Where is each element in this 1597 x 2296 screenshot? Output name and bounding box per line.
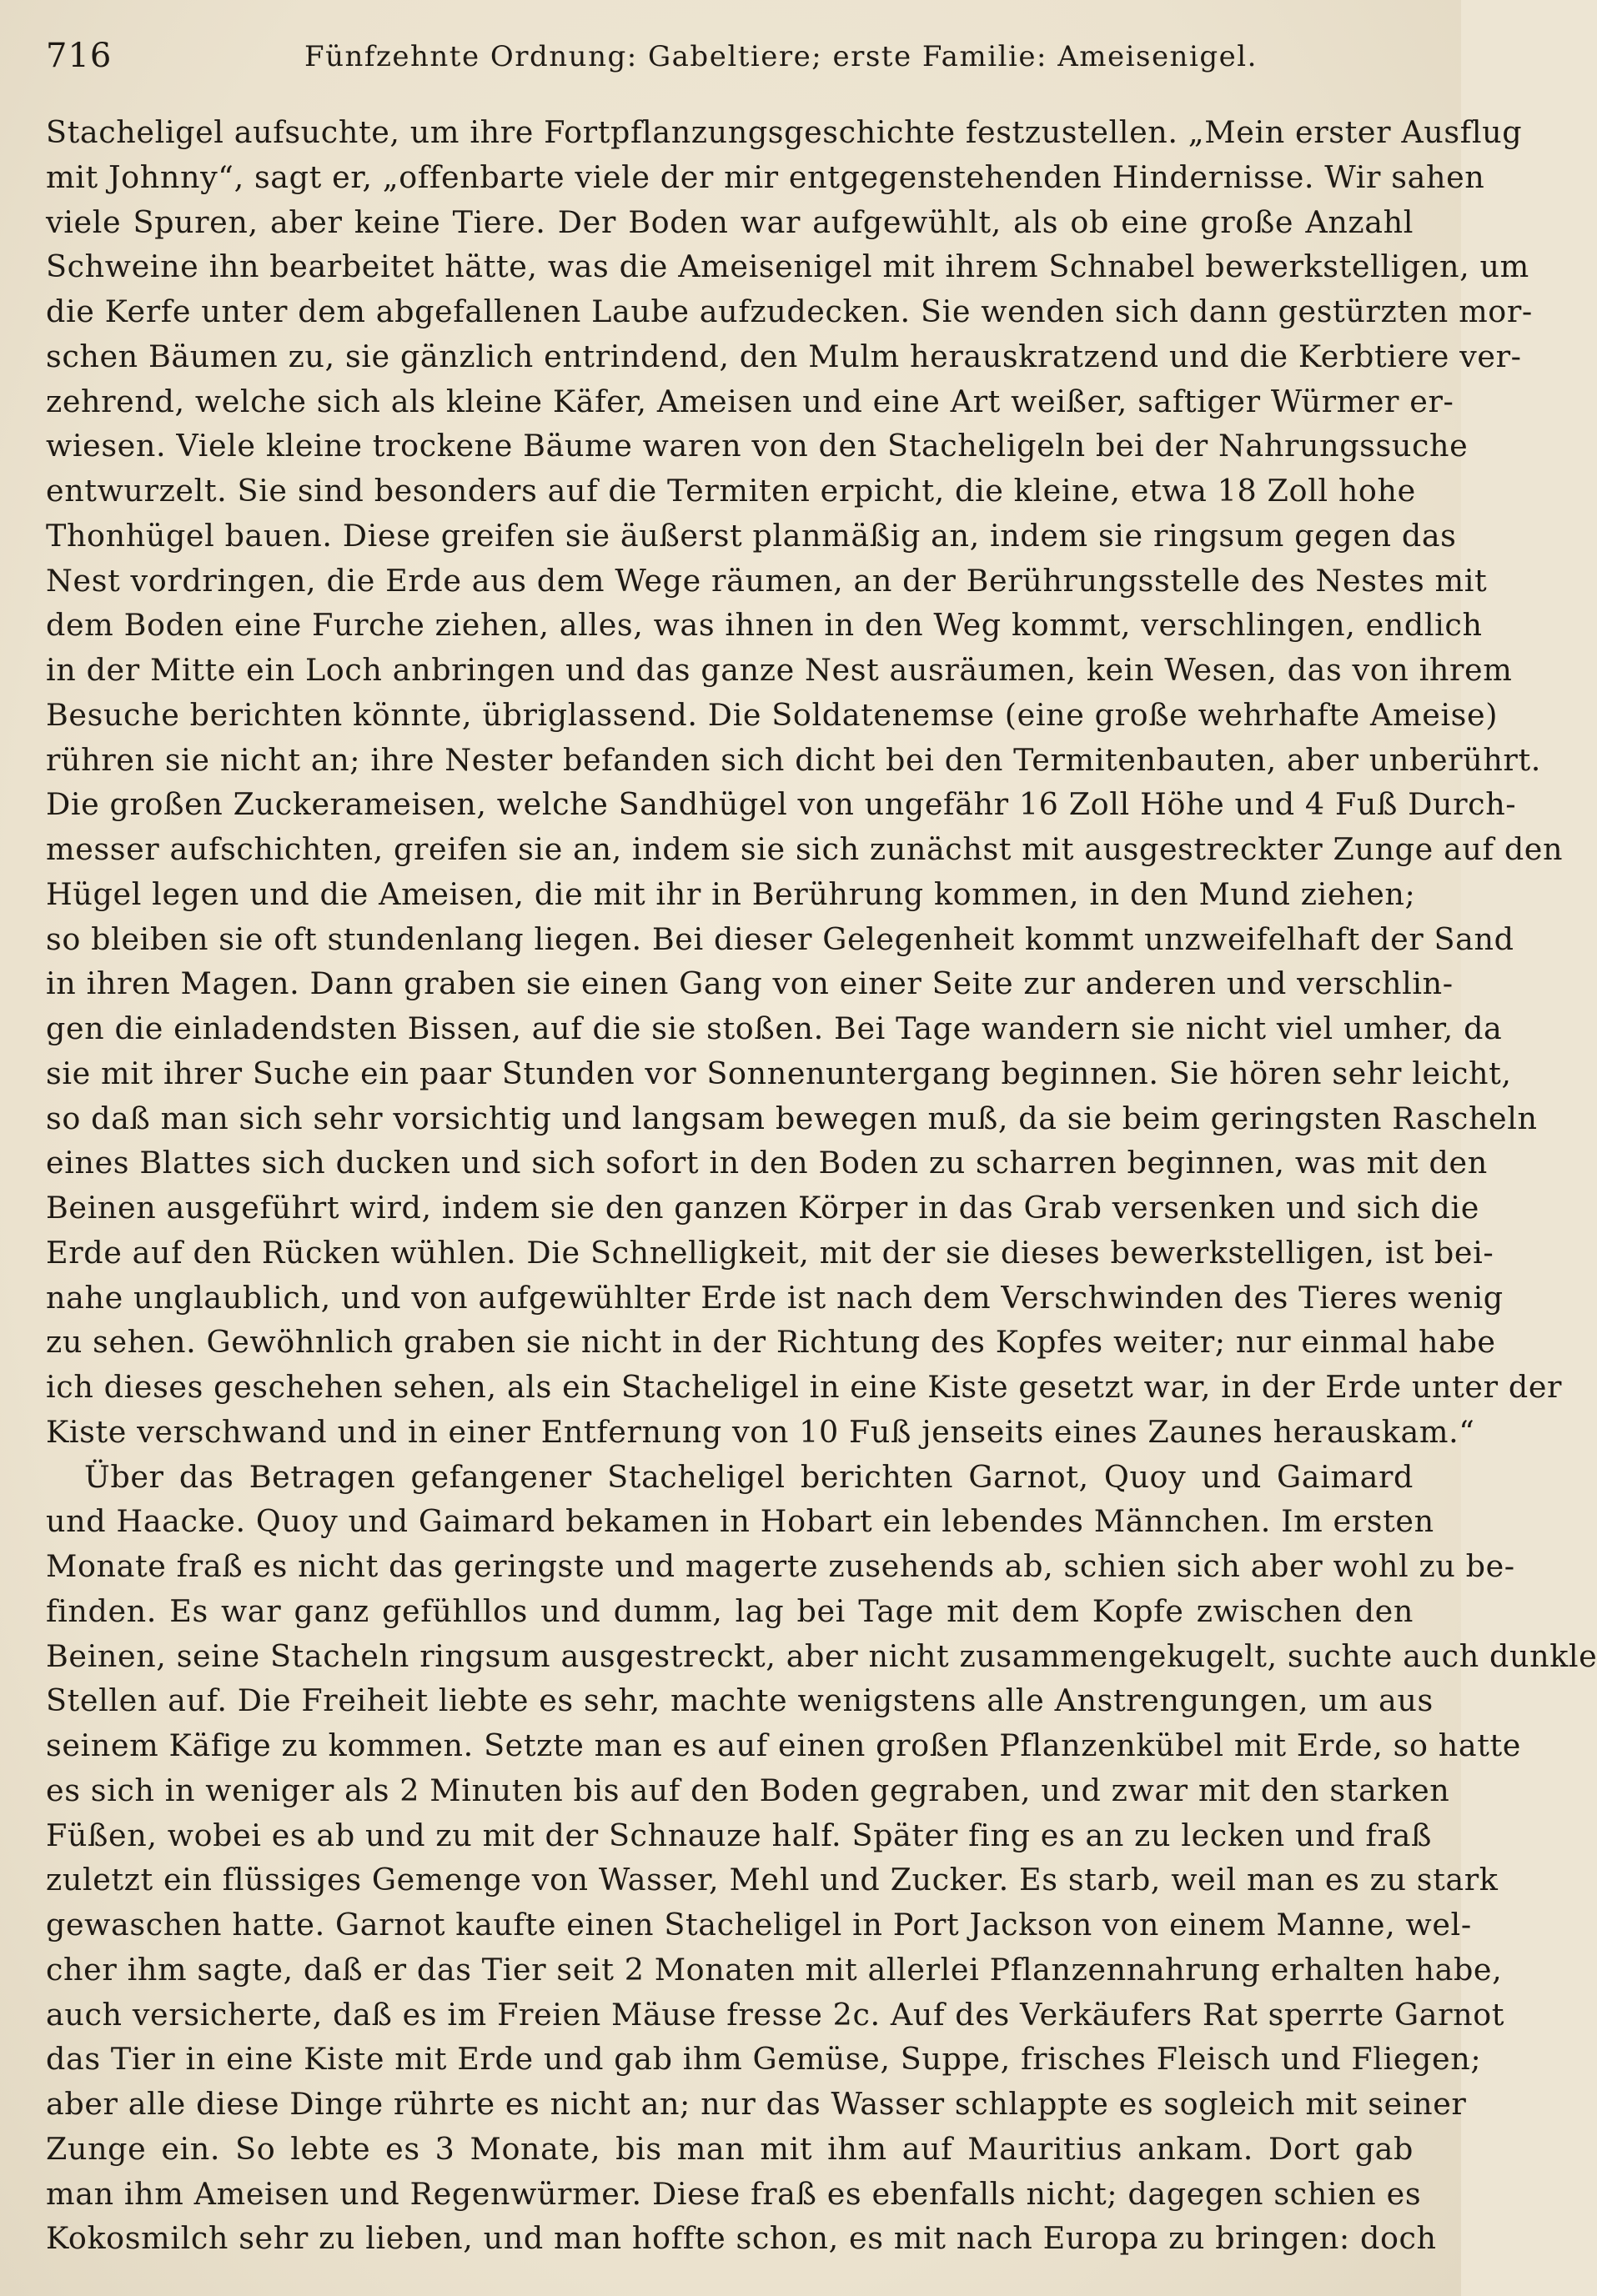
text-line: Thonhügel bauen. Diese greifen sie äußerst planmäßig an, indem sie ringsum gegen das	[46, 517, 1457, 554]
text-line: Füßen, wobei es ab und zu mit der Schnauze half. Später fing es an zu lecken und fraß	[46, 1817, 1432, 1853]
text-line: in der Mitte ein Loch anbringen und das ganze Nest ausräumen, kein Wesen, das von ihrem	[46, 652, 1513, 688]
body-text	[46, 110, 1597, 2261]
text-line: ich dieses geschehen sehen, als ein Stacheligel in eine Kiste gesetzt war, in der Erde unter der	[46, 1369, 1563, 1405]
text-line: dem Boden eine Furche ziehen, alles, was ihnen in den Weg kommt, verschlingen, endlich	[46, 607, 1483, 644]
text-line: gen die einladendsten Bissen, auf die sie stoßen. Bei Tage wandern sie nicht viel umher, da	[46, 1010, 1503, 1046]
text-line: finden. Es war ganz gefühllos und dumm, lag bei Tage mit dem Kopfe zwischen den	[46, 1592, 1414, 1629]
text-line: schen Bäumen zu, sie gänzlich entrindend, den Mulm herauskratzend und die Kerbtiere ver-	[46, 338, 1522, 374]
text-line: die Kerfe unter dem abgefallenen Laube aufzudecken. Sie wenden sich dann gestürzten mor-	[46, 293, 1533, 329]
text-line: auch versicherte, daß es im Freien Mäuse fresse 2c. Auf des Verkäufers Rat sperrte Garnot	[46, 1996, 1505, 2033]
text-line: messer aufschichten, greifen sie an, indem sie sich zunächst mit ausgestreckter Zunge auf den	[46, 831, 1564, 867]
text-line: viele Spuren, aber keine Tiere. Der Boden war aufgewühlt, als ob eine große Anzahl	[46, 203, 1414, 240]
text-line: man ihm Ameisen und Regenwürmer. Diese fraß es ebenfalls nicht; dagegen schien es	[46, 2175, 1422, 2212]
text-line: Besuche berichten könnte, übriglassend. Die Soldatenemse (eine große wehrhafte Ameise)	[46, 696, 1499, 733]
text-line: das Tier in eine Kiste mit Erde und gab ihm Gemüse, Suppe, frisches Fleisch und Fliegen;	[46, 2041, 1482, 2078]
text-line: Stacheligel aufsuchte, um ihre Fortpflanzungsgeschichte festzustellen. „Mein erster Ausflug	[46, 114, 1523, 150]
text-line: Zunge ein. So lebte es 3 Monate, bis man mit ihm auf Mauritius ankam. Dort gab	[46, 2130, 1414, 2167]
text-line: und Haacke. Quoy und Gaimard bekamen in Hobart ein lebendes Männchen. Im ersten	[46, 1503, 1434, 1540]
text-line: nahe unglaublich, und von aufgewühlter Erde ist nach dem Verschwinden des Tieres wenig	[46, 1279, 1504, 1316]
text-line: Erde auf den Rücken wühlen. Die Schnelligkeit, mit der sie dieses bewerkstelligen, ist bei-	[46, 1234, 1494, 1271]
text-line: wiesen. Viele kleine trockene Bäume waren von den Stacheligeln bei der Nahrungssuche	[46, 428, 1469, 464]
text-line: Über das Betragen gefangener Stacheligel berichten Garnot, Quoy und Gaimard	[84, 1458, 1414, 1495]
text-line: Beinen ausgeführt wird, indem sie den ganzen Körper in das Grab versenken und sich die	[46, 1190, 1479, 1226]
running-head: Fünfzehnte Ordnung: Gabeltiere; erste Familie: Ameisenigel.	[304, 40, 1258, 73]
text-line: in ihren Magen. Dann graben sie einen Gang von einer Seite zur anderen und verschlin-	[46, 965, 1454, 1002]
text-line: Stellen auf. Die Freiheit liebte es sehr, machte wenigstens alle Anstrengungen, um aus	[46, 1682, 1434, 1719]
text-line: zehrend, welche sich als kleine Käfer, Ameisen und eine Art weißer, saftiger Würmer er-	[46, 383, 1454, 419]
text-line: Schweine ihn bearbeitet hätte, was die Ameisenigel mit ihrem Schnabel bewerkstelligen, um	[46, 248, 1529, 285]
text-line: so daß man sich sehr vorsichtig und langsam bewegen muß, da sie beim geringsten Rascheln	[46, 1100, 1538, 1136]
text-line: so bleiben sie oft stundenlang liegen. Bei dieser Gelegenheit kommt unzweifelhaft der Sand	[46, 920, 1514, 957]
text-line: aber alle diese Dinge rührte es nicht an; nur das Wasser schlappte es sogleich mit seiner	[46, 2086, 1467, 2122]
text-line: sie mit ihrer Suche ein paar Stunden vor Sonnenuntergang beginnen. Sie hören sehr leicht,	[46, 1055, 1512, 1091]
text-line: zu sehen. Gewöhnlich graben sie nicht in der Richtung des Kopfes weiter; nur einmal habe	[46, 1324, 1496, 1361]
page-number: 716	[46, 37, 113, 75]
text-line: Kokosmilch sehr zu lieben, und man hoffte schon, es mit nach Europa zu bringen: doch	[46, 2220, 1437, 2257]
text-line: es sich in weniger als 2 Minuten bis auf den Boden gegraben, und zwar mit den starken	[46, 1772, 1450, 1808]
text-line: Beinen, seine Stacheln ringsum ausgestreckt, aber nicht zusammengekugelt, suchte auch dunkle	[46, 1637, 1597, 1674]
text-line: Die großen Zuckerameisen, welche Sandhügel von ungefähr 16 Zoll Höhe und 4 Fuß Durch-	[46, 786, 1517, 823]
text-line: zuletzt ein flüssiges Gemenge von Wasser, Mehl und Zucker. Es starb, weil man es zu stark	[46, 1862, 1499, 1898]
text-line: Kiste verschwand und in einer Entfernung von 10 Fuß jenseits eines Zaunes herauskam.“	[46, 1413, 1475, 1450]
text-line: seinem Käfige zu kommen. Setzte man es auf einen großen Pflanzenkübel mit Erde, so hatte	[46, 1727, 1521, 1763]
text-line: cher ihm sagte, daß er das Tier seit 2 Monaten mit allerlei Pflanzennahrung erhalten habe,	[46, 1951, 1503, 1988]
text-line: Monate fraß es nicht das geringste und magerte zusehends ab, schien sich aber wohl zu be-	[46, 1548, 1515, 1584]
text-line: rühren sie nicht an; ihre Nester befanden sich dicht bei den Termitenbauten, aber unberührt.	[46, 741, 1541, 778]
text-line: Nest vordringen, die Erde aus dem Wege räumen, an der Berührungsstelle des Nestes mit	[46, 562, 1488, 599]
text-line: gewaschen hatte. Garnot kaufte einen Stacheligel in Port Jackson von einem Manne, wel-	[46, 1907, 1472, 1943]
text-line: entwurzelt. Sie sind besonders auf die Termiten erpicht, die kleine, etwa 18 Zoll hohe	[46, 473, 1416, 509]
text-line: mit Johnny“, sagt er, „offenbarte viele der mir entgegenstehenden Hindernisse. Wir sahen	[46, 158, 1485, 195]
text-line: Hügel legen und die Ameisen, die mit ihr in Berührung kommen, in den Mund ziehen;	[46, 875, 1416, 912]
page-header	[46, 37, 1422, 87]
text-line: eines Blattes sich ducken und sich sofort in den Boden zu scharren beginnen, was mit den	[46, 1145, 1488, 1181]
